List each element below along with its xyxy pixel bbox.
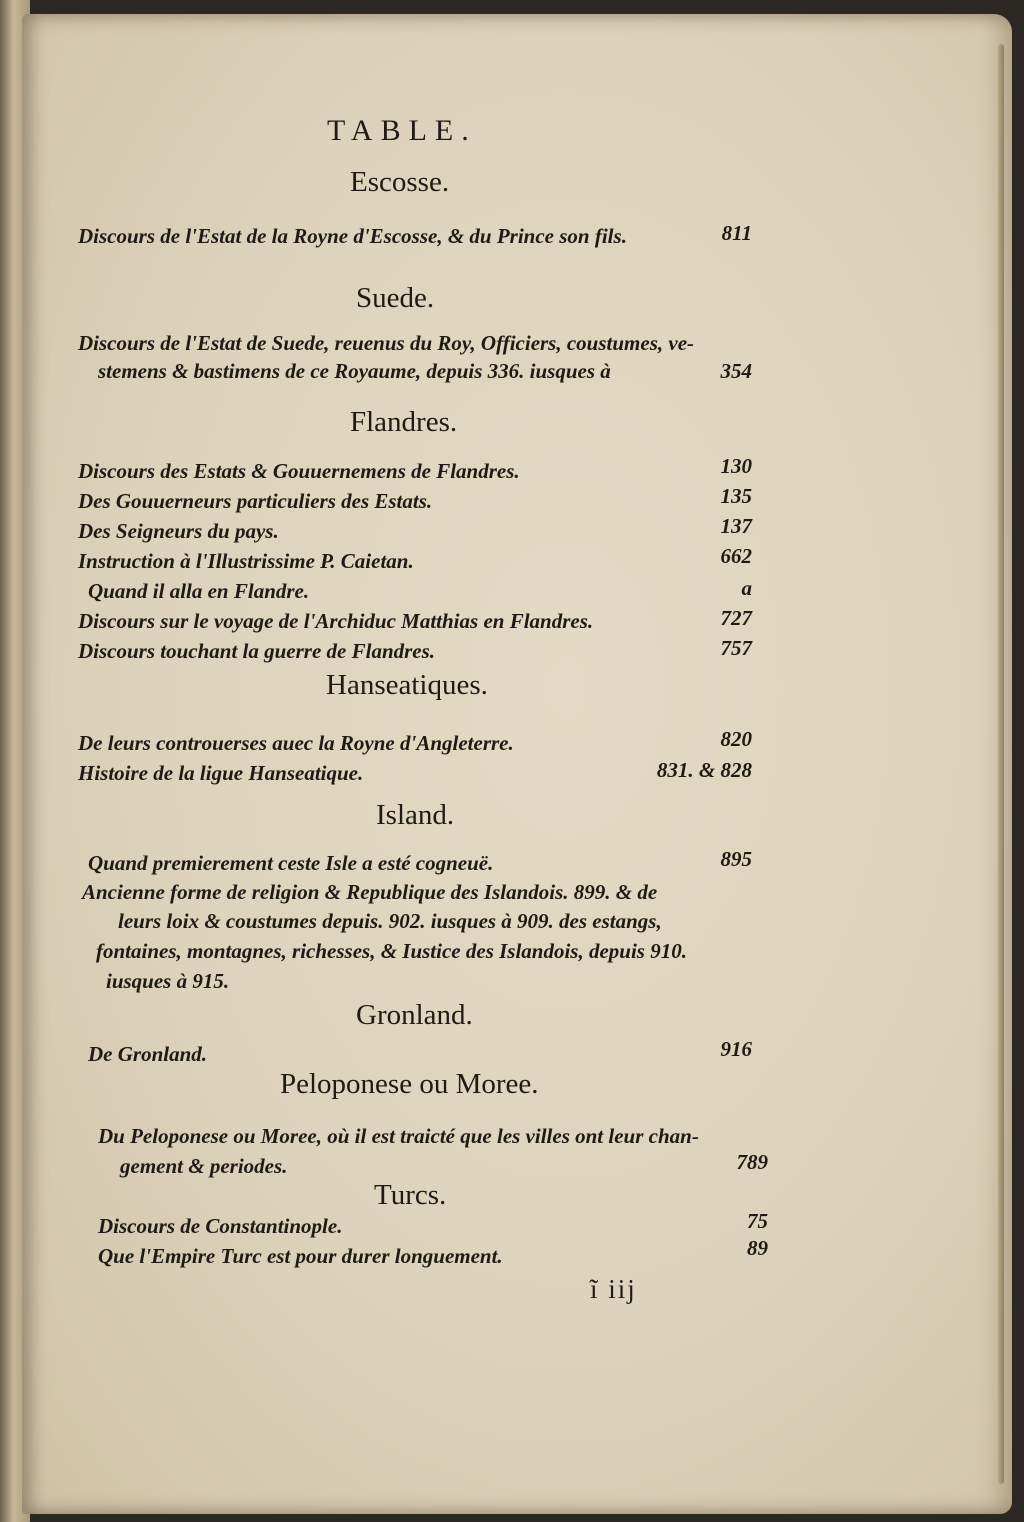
entry-text-line: leurs loix & coustumes depuis. 902. iusques à 909. des estangs, xyxy=(118,909,662,933)
section-heading-island: Island. xyxy=(376,799,455,831)
page-edge-shadow xyxy=(998,44,1004,1484)
entry-text: Histoire de la ligue Hanseatique. xyxy=(78,761,364,785)
entry-text: Discours de l'Estat de la Royne d'Escosse, & du Prince son fils. xyxy=(78,224,627,248)
entry-text: Des Gouuerneurs particuliers des Estats. xyxy=(78,489,433,513)
entry-text: Quand il alla en Flandre. xyxy=(88,579,310,603)
entry-page-number: 354 xyxy=(720,359,752,383)
section-heading-hanseatiques: Hanseatiques. xyxy=(326,669,488,701)
section-heading-peloponese: Peloponese ou Moree. xyxy=(280,1068,539,1100)
entry-page-number: 895 xyxy=(720,847,752,871)
entry-text: De Gronland. xyxy=(88,1042,208,1066)
section-heading-turcs: Turcs. xyxy=(374,1179,447,1211)
entry-text: Discours sur le voyage de l'Archiduc Matthias en Flandres. xyxy=(78,609,594,633)
entry-text-line: Ancienne forme de religion & Republique des Islandois. 899. & de xyxy=(82,880,658,904)
entry-page-number: 789 xyxy=(736,1150,768,1174)
entry-page-number: 916 xyxy=(720,1037,752,1061)
section-heading-escosse: Escosse. xyxy=(350,166,450,198)
running-title: TABLE. xyxy=(327,114,477,147)
entry-text: Discours touchant la guerre de Flandres. xyxy=(78,639,436,663)
entry-page-number: 130 xyxy=(720,454,752,478)
section-heading-gronland: Gronland. xyxy=(356,999,473,1031)
entry-text: Quand premierement ceste Isle a esté cogneuë. xyxy=(88,851,494,875)
signature-mark: ĩ iij xyxy=(590,1274,637,1304)
entry-text-line: stemens & bastimens de ce Royaume, depuis 336. iusques à xyxy=(98,359,611,383)
section-heading-flandres: Flandres. xyxy=(350,406,458,438)
entry-page-number: 811 xyxy=(721,221,752,245)
entry-text: Instruction à l'Illustrissime P. Caietan. xyxy=(78,549,414,573)
entry-page-number: 757 xyxy=(720,636,752,660)
entry-page-number: 75 xyxy=(747,1209,768,1233)
section-heading-suede: Suede. xyxy=(356,282,435,314)
entry-page-number: 831. & 828 xyxy=(656,758,752,782)
entry-text: Discours de Constantinople. xyxy=(98,1214,343,1238)
entry-text-line: fontaines, montagnes, richesses, & Iustice des Islandois, depuis 910. xyxy=(96,939,687,963)
entry-page-number: a xyxy=(741,576,752,600)
entry-text: Des Seigneurs du pays. xyxy=(78,519,279,543)
entry-text: Discours des Estats & Gouuernemens de Flandres. xyxy=(78,459,520,483)
entry-text: Que l'Empire Turc est pour durer longuement. xyxy=(98,1244,503,1268)
entry-text-line: Du Peloponese ou Moree, où il est traicté que les villes ont leur chan- xyxy=(98,1124,699,1148)
entry-page-number: 820 xyxy=(720,727,752,751)
book-page xyxy=(22,14,1012,1514)
entry-page-number: 662 xyxy=(720,544,752,568)
entry-page-number: 135 xyxy=(720,484,752,508)
entry-page-number: 727 xyxy=(720,606,752,630)
entry-text-line: gement & periodes. xyxy=(120,1154,288,1178)
entry-text: De leurs controuerses auec la Royne d'Angleterre. xyxy=(78,731,514,755)
entry-text-line: Discours de l'Estat de Suede, reuenus du Roy, Officiers, coustumes, ve- xyxy=(78,331,695,355)
entry-text-line: iusques à 915. xyxy=(106,969,230,993)
entry-page-number: 89 xyxy=(747,1236,768,1260)
entry-page-number: 137 xyxy=(720,514,752,538)
